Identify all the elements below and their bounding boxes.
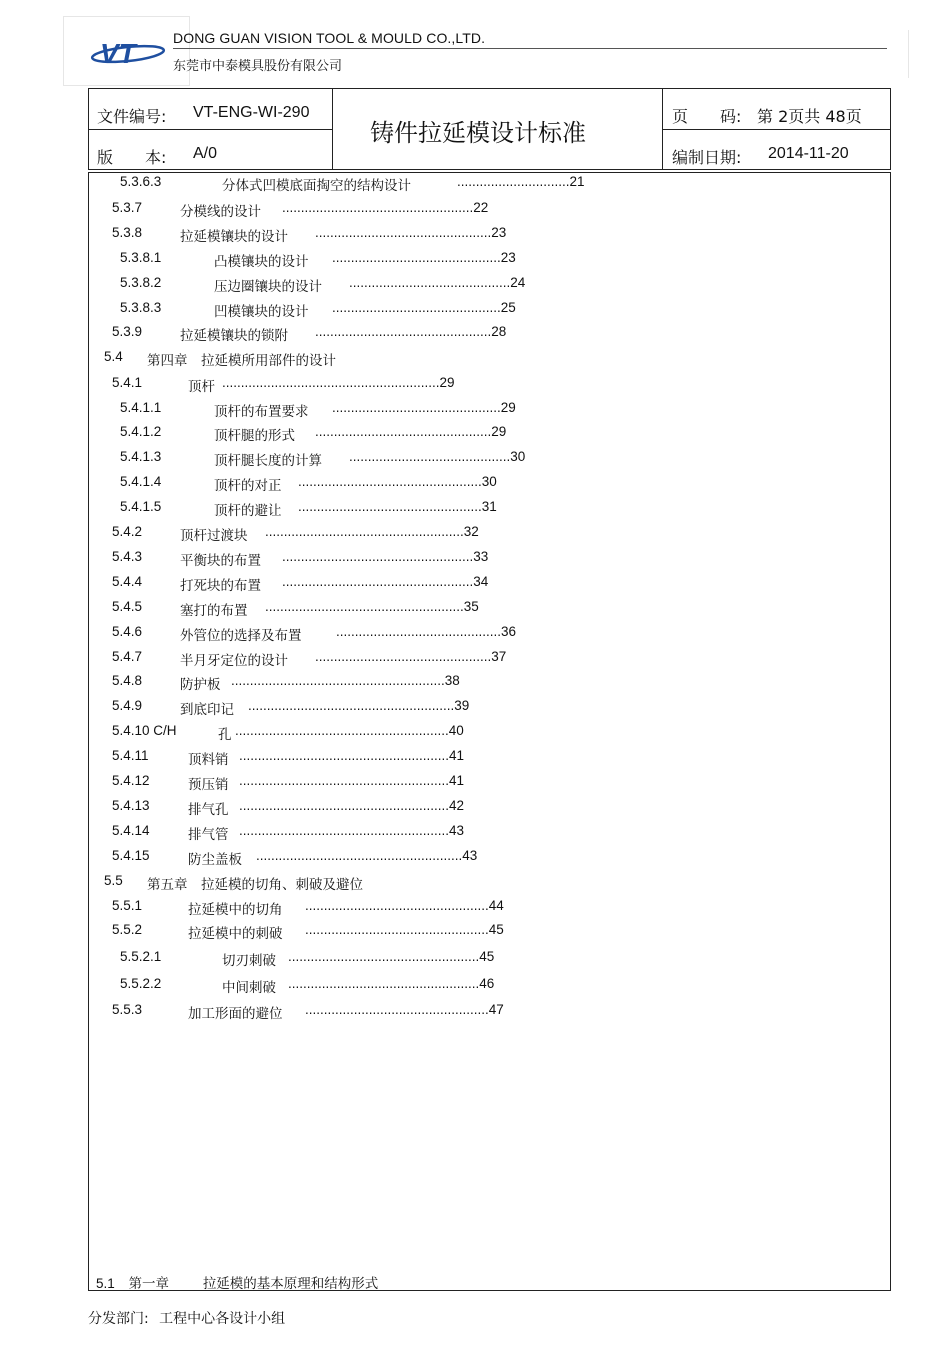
toc-entry-leader [305,922,504,937]
toc-entry-page: 25 [500,300,516,315]
toc-entry-number: 5.3.8.2 [120,275,162,290]
toc-entry-number: 5.4.11 [112,748,149,763]
toc-entry-leader [305,898,504,913]
toc-entry-dots: ................................................... [282,549,474,564]
toc-entry-dots: ............................................... [315,225,492,240]
toc-entry-page: 29 [500,400,516,415]
toc-entry-dots: ................................................. [305,1002,489,1017]
toc-entry-number: 5.4.1.5 [120,499,162,514]
toc-entry-number: 5.3.8.3 [120,300,162,315]
toc-entry-title: 排气孔 [188,802,229,818]
toc-entry-number: 5.4.6 [112,624,143,639]
toc-entry-title: 到底印记 [180,702,234,718]
toc-entry-leader [332,400,516,415]
toc-entry-page: 44 [488,898,504,913]
date-value: 2014-11-20 [768,145,849,162]
toc-entry-dots: ..................................................... [265,524,464,539]
toc-entry-leader [256,848,477,863]
toc-entry-title: 拉延模镶块的锁附 [180,328,288,344]
toc-entry-leader [222,375,455,390]
toc-entry-number: 5.4.1.1 [120,400,162,415]
toc-entry-number: 5.5.2 [112,922,143,937]
toc-entry-title: 顶杆的避让 [214,503,282,519]
toc-entry-leader [239,798,464,813]
toc-entry-leader [248,698,469,713]
toc-entry-number: 5.4.1.4 [120,474,162,489]
toc-entry-leader [239,748,464,763]
toc-entry-title: 顶杆腿的形式 [214,428,295,444]
toc-entry-number: 5.3.6.3 [120,174,162,189]
toc-entry-title: 拉延模镶块的设计 [180,229,288,245]
toc-entry-title: 防护板 [180,677,221,693]
toc-entry-leader [282,574,488,589]
toc-entry-title: 顶杆 [188,379,215,395]
toc-entry-chapter-1 [96,1272,378,1292]
toc-entry-title: 顶料销 [188,752,229,768]
distribution-label: 分发部门: [88,1311,149,1327]
toc-entry-number: 5.4.1.3 [120,449,162,464]
toc-entry-number: 5.5.2.2 [120,976,162,991]
toc-entry-dots: ........................................... [349,449,511,464]
toc-entry-page: 24 [510,275,526,290]
toc-entry-dots: ................................................. [305,922,489,937]
toc-entry-dots: ................................................... [288,949,480,964]
doc-number: VT-ENG-WI-290 [193,104,310,121]
toc-entry-page: 29 [439,375,455,390]
toc-entry-number: 5.4.12 [112,773,150,788]
toc-entry-dots: ................................................. [298,474,482,489]
toc-entry-title: 外管位的选择及布置 [180,628,302,644]
toc-entry-leader [265,599,479,614]
toc-entry-title: 凸模镶块的设计 [214,254,309,270]
toc-entry-page: 30 [481,474,497,489]
toc-entry-page: 34 [473,574,489,589]
toc-entry-title: 平衡块的布置 [180,553,261,569]
toc-entry-page: 22 [473,200,489,215]
toc-entry-page: 46 [479,976,495,991]
header-divider [173,48,887,49]
toc-entry-title: 中间刺破 [222,980,276,996]
toc-entry-leader [336,624,516,639]
toc-entry-page: 31 [481,499,497,514]
toc-entry-page: 36 [501,624,517,639]
toc-entry-dots: ....................................................... [256,848,463,863]
toc-entry-dots: ............................................... [315,424,492,439]
toc-entry-title: 拉延模中的切角 [188,902,283,918]
page-value: 第 2页共 48页 [757,107,862,126]
toc-entry-number: 5.4.5 [112,599,143,614]
toc-entry-dots: ....................................................... [248,698,455,713]
toc-entry-number: 5.4 [104,349,123,364]
toc-entry-dots: ............................................. [332,250,501,265]
toc-entry-title: 拉延模中的刺破 [188,926,283,942]
toc-entry-leader [239,773,464,788]
toc-entry-number: 5.4.15 [112,848,150,863]
toc-entry-dots: ........................................................ [239,823,450,838]
toc-entry-title: 加工形面的避位 [188,1006,283,1022]
toc-entry-page: 45 [479,949,495,964]
company-name-cn: 东莞市中泰模具股份有限公司 [173,59,343,74]
toc-entry-page: 47 [488,1002,504,1017]
toc-entry-page: 39 [454,698,470,713]
toc-entry-leader [315,225,506,240]
toc-entry-dots: ..................................................... [265,599,464,614]
toc-entry-leader [298,499,497,514]
toc-entry-title: 预压销 [188,777,229,793]
toc-entry-title: 第五章 拉延模的切角、刺破及避位 [147,877,363,893]
toc-entry-page: 43 [462,848,478,863]
toc-entry-title: 打死块的布置 [180,578,261,594]
toc-entry-number: 5.4.13 [112,798,150,813]
toc-entry-dots: ......................................................... [235,723,449,738]
toc-entry-page: 29 [491,424,507,439]
toc-entry-page: 21 [569,174,585,189]
toc-entry-leader [235,723,464,738]
toc-entry-leader [298,474,497,489]
toc-entry-title: 凹模镶块的设计 [214,304,309,320]
margin-mark [908,30,909,78]
toc-entry-leader [288,976,494,991]
toc-entry-leader [282,200,488,215]
toc-entry-number: 5.4.2 [112,524,143,539]
toc-entry-title: 排气管 [188,827,229,843]
toc-entry-page: 37 [491,649,507,664]
version-value: A/0 [193,145,218,162]
toc-entry-leader [349,275,525,290]
toc-entry-title: 半月牙定位的设计 [180,653,288,669]
toc-entry-title: 顶杆的对正 [214,478,282,494]
toc-entry-page: 38 [444,673,460,688]
toc-entry-title: 分体式凹模底面掏空的结构设计 [222,178,411,194]
toc-entry-page: 41 [449,748,465,763]
toc-entry-dots: ......................................................... [231,673,445,688]
toc-entry-title: 分模线的设计 [180,204,261,220]
toc-entry-page: 40 [448,723,464,738]
toc-entry-number: 5.4.1.2 [120,424,162,439]
toc-entry-page: 32 [463,524,479,539]
toc-entry-page: 28 [491,324,507,339]
toc-entry-dots: ................................................. [298,499,482,514]
toc-entry-number: 5.3.8.1 [120,250,162,265]
toc-entry-dots: ........................................................ [239,748,450,763]
toc-entry-number: 5.3.7 [112,200,143,215]
version-label: 版 本: [97,148,167,167]
toc-entry-number: 5.4.4 [112,574,143,589]
toc-entry-number: 5.4.7 [112,649,143,664]
toc-entry-page: 43 [449,823,465,838]
toc-entry-page: 45 [488,922,504,937]
document-title: 铸件拉延模设计标准 [370,119,586,147]
toc-entry-title: 塞打的布置 [180,603,248,619]
distribution-department [88,1308,285,1328]
distribution-value: 工程中心各设计小组 [159,1311,286,1327]
toc-entry-leader [282,549,488,564]
vt-logo-icon [90,39,166,69]
toc-entry-number: 5.5 [104,873,123,888]
toc-entry-leader [349,449,525,464]
toc-entry-leader [315,324,506,339]
toc-entry-dots: ................................................. [305,898,489,913]
toc-entry-number: 5.1 [96,1276,115,1291]
toc-entry-page: 30 [510,449,526,464]
toc-entry-number: 5.5.3 [112,1002,143,1017]
toc-entry-leader [332,300,516,315]
toc-entry-leader [305,1002,504,1017]
toc-entry-dots: ........................................................ [239,798,450,813]
toc-entry-number: 5.5.2.1 [120,949,162,964]
toc-entry-leader [332,250,516,265]
toc-entry-dots: ................................................... [282,200,474,215]
toc-entry-number: 5.5.1 [112,898,143,913]
toc-entry-number: 5.4.10 C/H [112,723,177,738]
toc-entry-page: 33 [473,549,489,564]
toc-entry-dots: ............................................ [336,624,502,639]
doc-number-label: 文件编号: [97,107,167,126]
toc-entry-title: 拉延模的基本原理和结构形式 [202,1276,379,1292]
toc-entry-dots: ................................................... [288,976,480,991]
toc-entry-leader [288,949,494,964]
toc-entry-title: 孔 [218,727,232,743]
company-logo [63,16,190,86]
toc-entry-title: 压边圈镶块的设计 [214,279,322,295]
toc-entry-number: 5.4.3 [112,549,143,564]
page-label: 页 码: [672,107,742,126]
toc-entry-dots: ........................................................ [239,773,450,788]
toc-entry-dots: .......................................................... [222,375,440,390]
toc-entry-dots: ........................................... [349,275,511,290]
toc-entry-chapter: 第一章 [128,1276,170,1292]
toc-entry-dots: ............................................... [315,649,492,664]
toc-entry-title: 顶杆腿长度的计算 [214,453,322,469]
toc-entry-page: 23 [491,225,507,240]
toc-entry-dots: ............................................. [332,400,501,415]
toc-entry-dots: .............................. [457,174,570,189]
date-label: 编制日期: [672,148,742,167]
toc-entry-dots: ............................................... [315,324,492,339]
toc-entry-title: 顶杆过渡块 [180,528,248,544]
toc-entry-dots: ................................................... [282,574,474,589]
toc-entry-number: 5.3.9 [112,324,143,339]
toc-entry-page: 41 [449,773,465,788]
toc-entry-page: 35 [463,599,479,614]
toc-entry-leader [315,649,506,664]
toc-entry-leader [457,174,585,189]
toc-entry-leader [265,524,479,539]
toc-entry-number: 5.4.1 [112,375,143,390]
toc-entry-title: 第四章 拉延模所用部件的设计 [147,353,336,369]
toc-entry-leader [239,823,464,838]
company-name-en: DONG GUAN VISION TOOL & MOULD CO.,LTD. [173,30,486,46]
toc-entry-title: 防尘盖板 [188,852,242,868]
toc-entry-page: 23 [500,250,516,265]
toc-entry-number: 5.4.14 [112,823,150,838]
svg-text:VT: VT [100,39,136,69]
toc-entry-title: 切刃刺破 [222,953,276,969]
toc-entry-dots: ............................................. [332,300,501,315]
toc-entry-number: 5.4.9 [112,698,143,713]
toc-entry-leader [231,673,460,688]
toc-entry-title: 顶杆的布置要求 [214,404,309,420]
toc-entry-number: 5.4.8 [112,673,143,688]
toc-entry-page: 42 [449,798,465,813]
toc-entry-leader [315,424,506,439]
toc-entry-number: 5.3.8 [112,225,143,240]
